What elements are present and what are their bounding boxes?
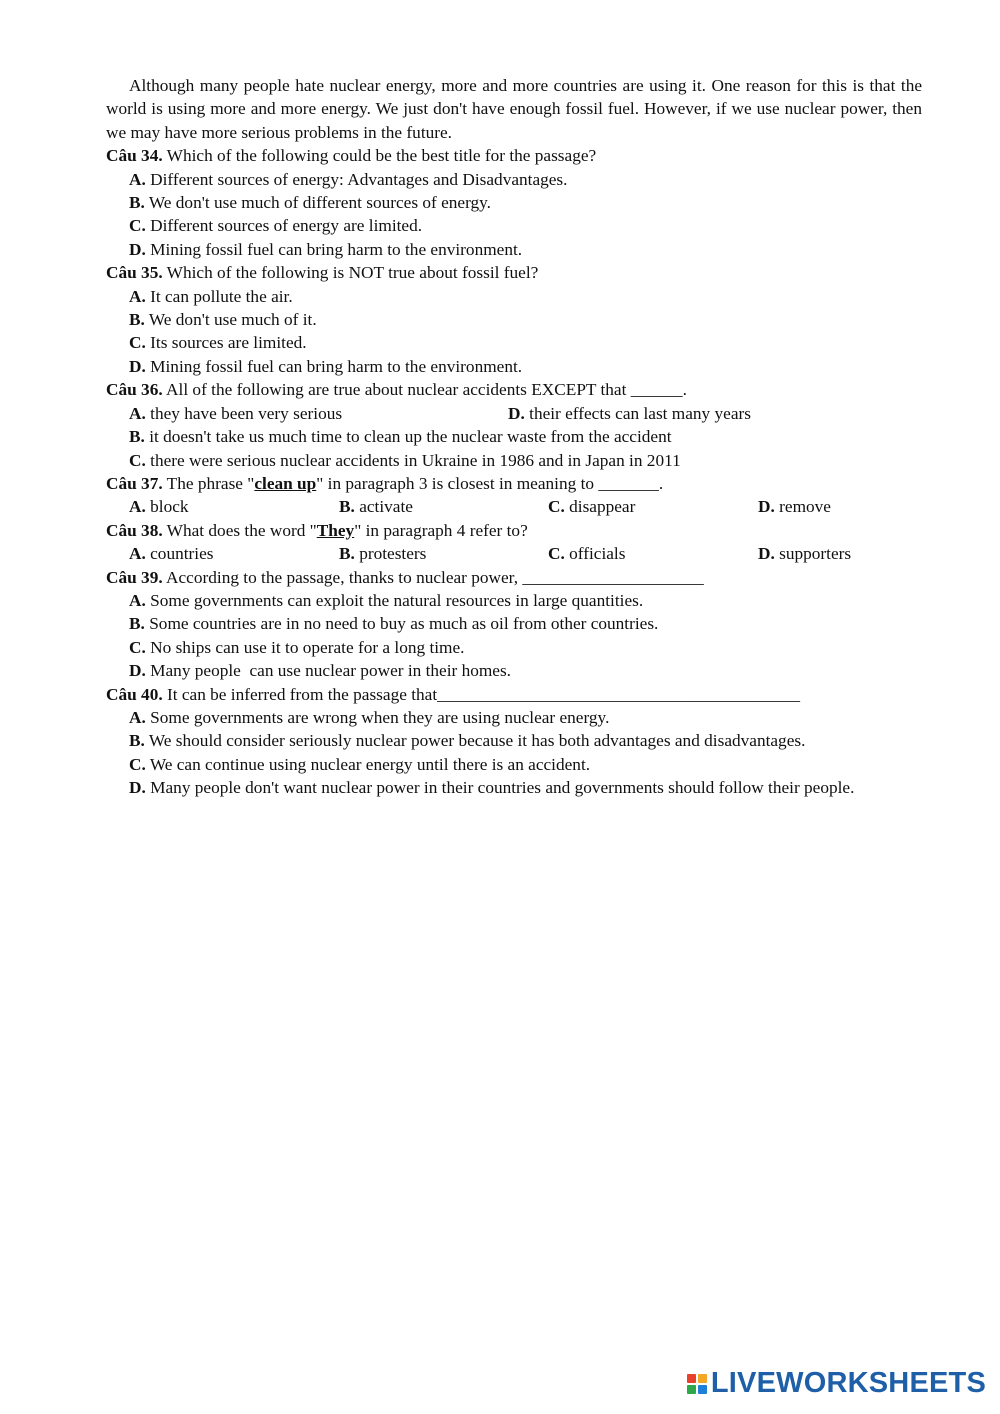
option-text: their effects can last many years bbox=[529, 403, 751, 423]
option-text: It can pollute the air. bbox=[150, 286, 293, 306]
option-36-c[interactable] bbox=[129, 449, 922, 472]
option-letter: B. bbox=[129, 193, 145, 213]
option-40-b[interactable] bbox=[129, 729, 922, 752]
option-text: they have been very serious bbox=[150, 403, 343, 423]
option-text: Many people don't want nuclear power in their countries and governments should follow their people. bbox=[150, 778, 855, 798]
option-34-b[interactable] bbox=[129, 191, 922, 214]
option-34-d[interactable] bbox=[129, 238, 922, 261]
option-39-c[interactable] bbox=[129, 636, 922, 659]
option-40-c[interactable] bbox=[129, 753, 922, 776]
question-36 bbox=[106, 378, 922, 401]
option-letter: D. bbox=[508, 403, 525, 423]
option-letter: B. bbox=[339, 544, 355, 564]
option-letter: D. bbox=[129, 778, 146, 798]
option-letter: B. bbox=[339, 497, 355, 517]
option-text: disappear bbox=[569, 497, 636, 517]
option-letter: C. bbox=[129, 216, 146, 236]
option-letter: C. bbox=[548, 497, 565, 517]
option-letter: A. bbox=[129, 544, 146, 564]
option-text: Different sources of energy are limited. bbox=[150, 216, 423, 236]
option-text: We don't use much of different sources of energy. bbox=[148, 193, 491, 213]
option-text: Mining fossil fuel can bring harm to the environment. bbox=[150, 356, 523, 376]
options-row-36 bbox=[129, 402, 922, 425]
question-text: Which of the following could be the best title for the passage? bbox=[166, 146, 597, 166]
question-text: All of the following are true about nuclear accidents EXCEPT that ______. bbox=[166, 380, 687, 400]
option-39-d[interactable] bbox=[129, 659, 922, 682]
option-34-a[interactable] bbox=[129, 168, 922, 191]
question-34 bbox=[106, 144, 922, 167]
option-letter: D. bbox=[758, 544, 775, 564]
option-letter: D. bbox=[129, 239, 146, 259]
options-row-37 bbox=[129, 495, 922, 518]
option-letter: A. bbox=[129, 497, 146, 517]
option-37-c[interactable] bbox=[548, 495, 758, 518]
logo-mark-icon bbox=[687, 1374, 707, 1394]
reading-passage-paragraph: Although many people hate nuclear energy, more and more countries are using it. One reason for this is that the world is using more and more energy. We just don't have enough fossil fuel. However, if we use nuclear power, then we may have more serious problems in the future. bbox=[106, 76, 922, 142]
option-letter: C. bbox=[129, 450, 146, 470]
option-letter: B. bbox=[129, 614, 145, 634]
option-letter: B. bbox=[129, 427, 145, 447]
option-38-a[interactable] bbox=[129, 542, 339, 565]
option-40-a[interactable] bbox=[129, 706, 922, 729]
option-text: officials bbox=[569, 544, 626, 564]
liveworksheets-logo bbox=[687, 1367, 986, 1400]
option-text: remove bbox=[779, 497, 831, 517]
question-text: According to the passage, thanks to nuclear power, _____________________ bbox=[166, 567, 704, 587]
option-letter: B. bbox=[129, 310, 145, 330]
option-text: Mining fossil fuel can bring harm to the environment. bbox=[150, 239, 523, 259]
option-text: We should consider seriously nuclear power because it has both advantages and disadvantages. bbox=[148, 731, 806, 751]
option-37-b[interactable] bbox=[339, 495, 548, 518]
option-letter: D. bbox=[758, 497, 775, 517]
option-letter: B. bbox=[129, 731, 145, 751]
option-37-a[interactable] bbox=[129, 495, 339, 518]
option-39-a[interactable] bbox=[129, 589, 922, 612]
question-text: It can be inferred from the passage that__________________________________________ bbox=[166, 684, 801, 704]
logo-square-icon bbox=[687, 1374, 696, 1383]
option-text: supporters bbox=[779, 544, 852, 564]
option-35-b[interactable] bbox=[129, 308, 922, 331]
question-text: " in paragraph 3 is closest in meaning to _______. bbox=[316, 473, 664, 493]
option-text: Different sources of energy: Advantages and Disadvantages. bbox=[150, 169, 568, 189]
option-35-c[interactable] bbox=[129, 331, 922, 354]
option-40-d[interactable] bbox=[106, 776, 876, 799]
option-text: activate bbox=[359, 497, 413, 517]
option-letter: D. bbox=[129, 356, 146, 376]
option-text: there were serious nuclear accidents in Ukraine in 1986 and in Japan in 2011 bbox=[150, 450, 681, 470]
question-number: Câu 35. bbox=[106, 263, 163, 283]
option-36-b[interactable] bbox=[129, 425, 922, 448]
option-letter: D. bbox=[129, 661, 146, 681]
option-text: Some countries are in no need to buy as much as oil from other countries. bbox=[149, 614, 659, 634]
option-letter: A. bbox=[129, 169, 146, 189]
question-number: Câu 39. bbox=[106, 567, 163, 587]
option-letter: A. bbox=[129, 590, 146, 610]
option-text: block bbox=[150, 497, 189, 517]
option-35-a[interactable] bbox=[129, 285, 922, 308]
question-number: Câu 38. bbox=[106, 520, 163, 540]
option-38-b[interactable] bbox=[339, 542, 548, 565]
question-number: Câu 37. bbox=[106, 473, 163, 493]
option-38-c[interactable] bbox=[548, 542, 758, 565]
option-text: it doesn't take us much time to clean up the nuclear waste from the accident bbox=[149, 427, 672, 447]
question-37 bbox=[106, 472, 922, 495]
keyword-clean-up: clean up bbox=[254, 473, 317, 493]
question-38 bbox=[106, 519, 922, 542]
option-text: Its sources are limited. bbox=[150, 333, 307, 353]
option-letter: A. bbox=[129, 286, 146, 306]
question-39 bbox=[106, 566, 922, 589]
logo-square-icon bbox=[698, 1374, 707, 1383]
option-letter: C. bbox=[129, 754, 146, 774]
option-39-b[interactable] bbox=[129, 612, 922, 635]
option-38-d[interactable] bbox=[758, 542, 851, 565]
logo-square-icon bbox=[687, 1385, 696, 1394]
question-text: " in paragraph 4 refer to? bbox=[354, 520, 528, 540]
brand-name: LIVEWORKSHEETS bbox=[710, 1367, 986, 1399]
logo-square-icon bbox=[698, 1385, 707, 1394]
keyword-they: They bbox=[316, 520, 355, 540]
option-text: protesters bbox=[359, 544, 427, 564]
question-number: Câu 40. bbox=[106, 684, 163, 704]
option-35-d[interactable] bbox=[129, 355, 922, 378]
option-letter: C. bbox=[548, 544, 565, 564]
question-text: The phrase " bbox=[166, 473, 255, 493]
option-text: Some governments are wrong when they are using nuclear energy. bbox=[150, 707, 610, 727]
worksheet-page bbox=[106, 74, 922, 800]
option-36-a[interactable] bbox=[129, 402, 508, 425]
options-row-38 bbox=[129, 542, 922, 565]
option-text: Some governments can exploit the natural resources in large quantities. bbox=[150, 590, 644, 610]
option-letter: A. bbox=[129, 707, 146, 727]
option-text: countries bbox=[150, 544, 214, 564]
question-35 bbox=[106, 261, 922, 284]
question-text: What does the word " bbox=[166, 520, 317, 540]
option-text: We can continue using nuclear energy until there is an accident. bbox=[149, 754, 591, 774]
option-text: Many people can use nuclear power in their homes. bbox=[150, 661, 512, 681]
question-number: Câu 36. bbox=[106, 380, 163, 400]
option-letter: C. bbox=[129, 333, 146, 353]
option-36-d[interactable] bbox=[508, 402, 751, 425]
question-40 bbox=[106, 683, 922, 706]
question-text: Which of the following is NOT true about fossil fuel? bbox=[166, 263, 539, 283]
option-letter: A. bbox=[129, 403, 146, 423]
option-37-d[interactable] bbox=[758, 495, 831, 518]
question-number: Câu 34. bbox=[106, 146, 163, 166]
option-letter: C. bbox=[129, 637, 146, 657]
option-text: We don't use much of it. bbox=[148, 310, 317, 330]
option-34-c[interactable] bbox=[129, 214, 922, 237]
option-text: No ships can use it to operate for a long time. bbox=[150, 637, 465, 657]
